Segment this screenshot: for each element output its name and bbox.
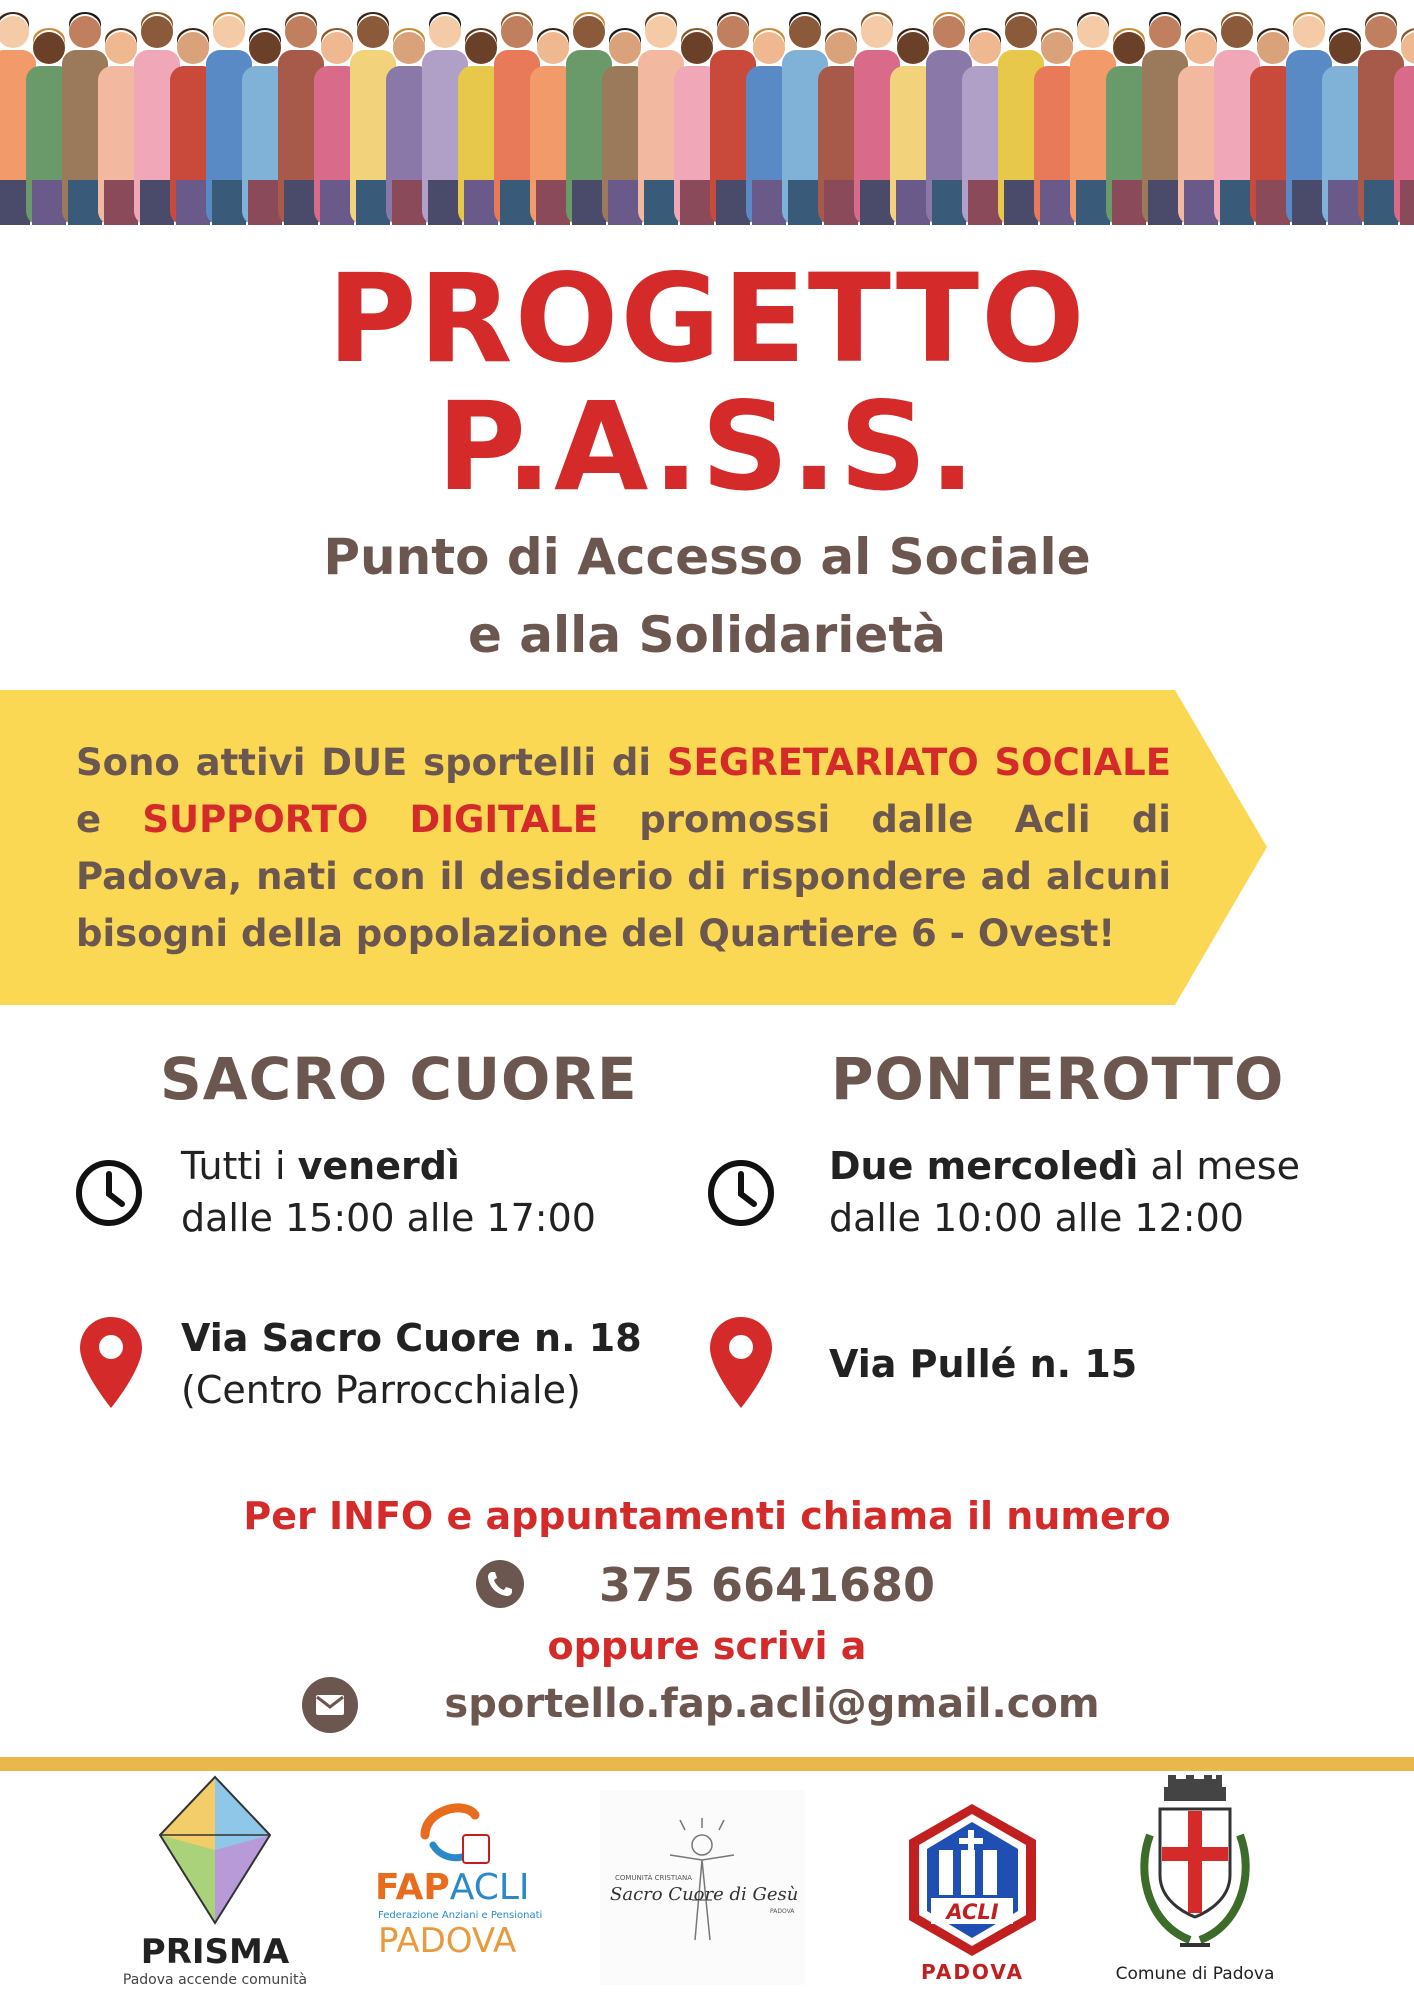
- title-line-1: PROGETTO: [327, 248, 1087, 390]
- sacro-cuore-logo: [600, 1790, 805, 1985]
- fap-acli-wordmark: FAPACLI: [375, 1867, 530, 1908]
- comune-name: Comune di Padova: [1115, 1964, 1275, 1984]
- phone-number[interactable]: 375 6641680: [598, 1558, 936, 1612]
- address-sacro-cuore: Via Sacro Cuore n. 18 (Centro Parrocchiale): [181, 1316, 642, 1412]
- divider-bar: [0, 1757, 1414, 1771]
- info-line: Per INFO e appuntamenti chiama il numero: [243, 1494, 1171, 1538]
- title-line-2: P.A.S.S.: [436, 376, 978, 518]
- sacro-script-text: Sacro Cuore di Gesù: [610, 1884, 799, 1905]
- crowd-illustration: [0, 0, 1414, 225]
- prisma-name: PRISMA: [140, 1932, 290, 1972]
- clock-icon: [74, 1158, 144, 1228]
- padova-coat-of-arms-icon: [1130, 1775, 1260, 1960]
- map-pin-icon: [78, 1315, 144, 1410]
- sacro-small-text: COMUNITÀ CRISTIANA: [615, 1874, 693, 1882]
- location-title-ponterotto: PONTEROTTO: [831, 1045, 1285, 1113]
- address-ponterotto: Via Pullé n. 15: [829, 1342, 1138, 1386]
- sacro-city: PADOVA: [770, 1908, 795, 1915]
- or-line: oppure scrivi a: [547, 1624, 867, 1668]
- highlight-segretariato: SEGRETARIATO SOCIALE: [666, 741, 1171, 784]
- acli-badge-text: ACLI: [946, 1900, 999, 1924]
- time-sacro-cuore: Tutti i venerdì dalle 15:00 alle 17:00: [181, 1144, 596, 1240]
- acli-city: PADOVA: [921, 1960, 1024, 1984]
- email-address[interactable]: sportello.fap.acli@gmail.com: [444, 1681, 1100, 1727]
- location-title-sacro-cuore: SACRO CUORE: [160, 1045, 638, 1113]
- fap-subtitle: Federazione Anziani e Pensionati: [378, 1910, 543, 1921]
- banner-text: Sono attivi DUE sportelli di SEGRETARIATO SOCIALE e SUPPORTO DIGITALE promossi dalle Acli di Padova, nati con il desiderio di rispondere ad alcuni bisogni della popolazione del Quartiere 6 - Ovest!: [76, 741, 1171, 955]
- clock-icon: [706, 1158, 776, 1228]
- subtitle-line-1: Punto di Accesso al Sociale: [323, 528, 1091, 586]
- acli-badge-icon: [905, 1800, 1040, 1960]
- fap-acli-logo-icon: [415, 1795, 495, 1870]
- subtitle-line-2: e alla Solidarietà: [467, 606, 946, 664]
- prisma-tagline: Padova accende comunità: [122, 1972, 308, 1988]
- time-ponterotto: Due mercoledì al mese dalle 10:00 alle 12:00: [829, 1144, 1300, 1240]
- map-pin-icon: [708, 1315, 774, 1410]
- prisma-logo-icon: [155, 1775, 275, 1925]
- fap-city: PADOVA: [378, 1921, 517, 1961]
- highlight-supporto: SUPPORTO DIGITALE: [142, 798, 599, 841]
